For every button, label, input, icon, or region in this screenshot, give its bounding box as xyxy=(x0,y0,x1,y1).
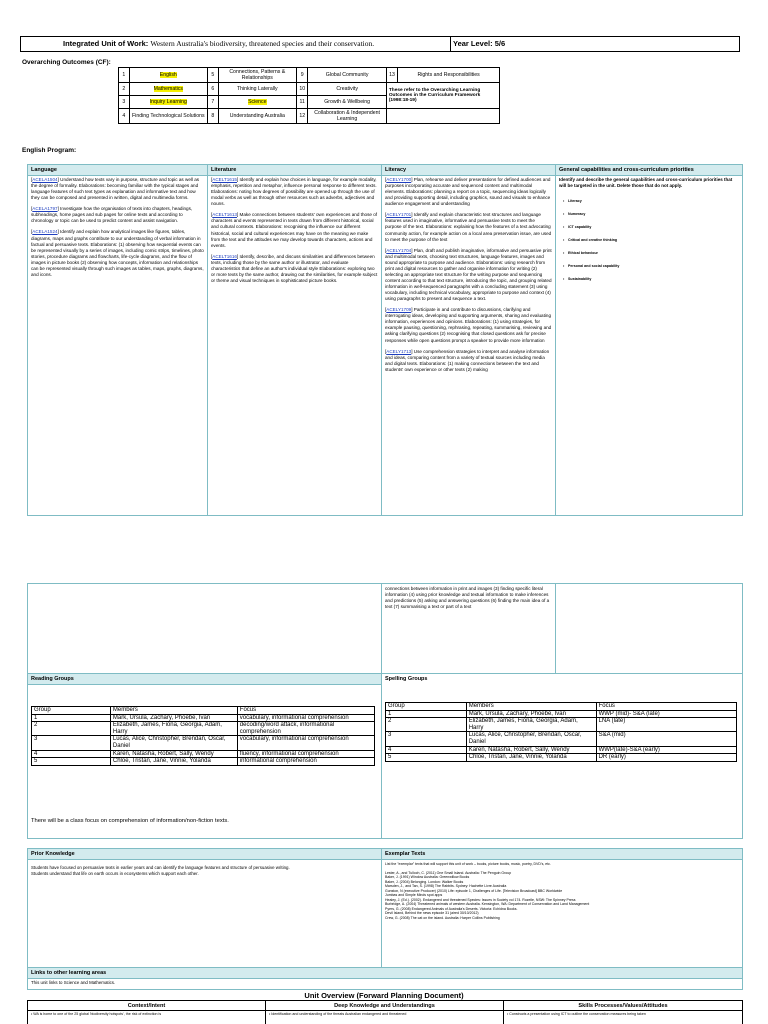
outcome-num: 8 xyxy=(208,109,219,124)
exemplar-item: Gunston, N (executive Producer) (2010) Life: episode 1, Challenges of Life. [Television Broadcast] BBC Worldwide xyxy=(385,888,563,893)
capability-item: • Ethical behaviour xyxy=(556,251,742,255)
outcome-name: Finding Technological Solutions xyxy=(129,109,207,124)
table-row xyxy=(386,732,737,746)
language-entry: [ACELA1797] Investigate how the organisation of texts into chapters, headings, subheadings, home pages and sub pages for online texts and according to chronology or topic can be used to predict content and assist navigation. xyxy=(31,206,193,224)
table-row xyxy=(386,746,737,754)
exemplar-intro: List the "exemplar" texts that will support this unit of work – books, picture books, music, poetry, DVD's, etc. xyxy=(385,862,551,866)
table-header-cell: Members xyxy=(110,707,237,715)
exemplar-item: Lester, A., and Tulloch, C. (2011) One Small Island. Australia: The Penguin Group xyxy=(385,870,512,875)
capability-item: • Personal and social capability xyxy=(556,264,742,268)
column-divider xyxy=(381,674,382,839)
table-cell: informational comprehension xyxy=(237,758,374,766)
language-header: Language xyxy=(31,167,57,173)
table-row xyxy=(386,710,737,718)
table-cell: LNA (late) xyxy=(596,718,736,732)
capability-item: • Critical and creative thinking xyxy=(556,238,742,242)
outcome-name: Mathematics xyxy=(153,86,183,92)
literacy-continued: connections between information in print and images (3) finding specific literal information (4) using prior knowledge and textual information to make inferences and predictions (5) asking and answering questions (6) finding the main idea of a text (7) summarising a text or part of a text xyxy=(382,584,556,674)
literacy-text: Participate in and contribute to discussions, clarifying and interrogating ideas, developing and supporting arguments, sharing and evaluating information, experiences and opinions. Elaborations: (1) using strategies, for example pausing, questioning, rephrasing, repeating, summarising, reviewing and asking clarifying questions (2) recognising that closed questions ask for precise responses while open questions prompt a speaker to provide more information xyxy=(385,307,552,343)
outcome-num: 1 xyxy=(119,68,130,83)
table-cell: Mark, Ursula, Zachary, Phoebe, Ivan xyxy=(466,710,596,718)
curriculum-code-link[interactable]: ACELY1709 xyxy=(386,307,412,313)
table-cell: S&A (mid) xyxy=(596,732,736,746)
table-header-cell: Group xyxy=(32,707,111,715)
curriculum-code-link[interactable]: ACELA1504 xyxy=(32,177,58,182)
table-cell: Elizabeth, James, Fiona, Georgia, Adam, Harry xyxy=(110,722,237,736)
table-cell: vocabulary, informational comprehension xyxy=(237,714,374,722)
literacy-entry: [ACELY1709] Participate in and contribute to discussions, clarifying and interrogating ideas, developing and supporting arguments, sharing and evaluating information, experiences and opinions. Elaborations: (1) using strategies, for example pausing, questioning, rephrasing, repeating, summarising, reviewing and asking clarifying questions (2) recognising that closed questions ask for precise responses while open questions prompt a speaker to provide more information xyxy=(385,307,552,343)
outcome-name: Understanding Australia xyxy=(218,109,296,124)
capabilities-header: General capabilities and cross-curriculum priorities xyxy=(559,167,694,173)
table-cell: fluency, informational comprehension xyxy=(237,750,374,758)
prior-knowledge-line: Students have focused on persuasive texts in earlier years and can identify the language features and structure of persuasive writing. xyxy=(31,865,290,870)
table-cell: 1 xyxy=(386,710,467,718)
overview-header: Deep Knowledge and Understandings xyxy=(266,1001,504,1011)
exemplar-texts-list xyxy=(385,862,737,921)
exemplar-item: Pyers, G. (2008) Endangered Animals of Australia's Deserts. Victoria: Echidna Books. xyxy=(385,906,518,911)
table-cell: Karen, Natasha, Robert, Sally, Wendy xyxy=(466,746,596,754)
prior-knowledge-line: Students understand that life on earth occurs in ecosystems which support each other. xyxy=(31,870,199,876)
outcome-num: 10 xyxy=(297,83,308,96)
overview-cell: • Constructs a presentation using ICT to outline the conservation measures being taken xyxy=(504,1011,743,1024)
outcome-num: 13 xyxy=(386,68,397,83)
outcome-name: Creativity xyxy=(308,83,386,96)
capabilities-list xyxy=(556,199,742,281)
table-cell: 2 xyxy=(32,722,111,736)
reading-groups-table xyxy=(31,706,375,766)
prior-knowledge-label: Prior Knowledge xyxy=(31,851,75,857)
outcome-num: 11 xyxy=(297,96,308,109)
table-header-cell: Focus xyxy=(596,703,736,711)
table-header-row xyxy=(32,707,375,715)
literature-text: Identify and explain how choices in language, for example modality, emphasis, repetition and metaphor, influence personal response to different texts. Elaborations: noting how degrees of possibility are opened up through the use of modal verbs as well as through other resources such as adverbs, adjectives and nouns. xyxy=(211,177,377,207)
table-row xyxy=(32,736,375,750)
spelling-groups-table xyxy=(385,702,737,762)
language-text: Identify and explain how analytical images like figures, tables, diagrams, maps and graphs contribute to our understanding of verbal information in factual and persuasive texts. Elaborations: (1) observing how sequential events can be represented visually by a series of images, including comic strips, timelines, photo stories, procedure diagrams and flowcharts, life-cycle diagrams, and the flow of images in picture books (2) observing how concepts, information and relationships can be represented visually through such images as tables, maps, graphs, diagrams, and icons. xyxy=(31,229,204,277)
language-cell xyxy=(28,175,207,285)
table-cell: Karen, Natasha, Robert, Sally, Wendy xyxy=(110,750,237,758)
table-row xyxy=(386,754,737,762)
literacy-header: Literacy xyxy=(385,167,407,173)
outcomes-note: These refer to the Overarching Learning Outcomes in the Curriculum Framework (1998:18-19) xyxy=(386,83,499,109)
unit-title xyxy=(21,37,451,51)
continuation-table xyxy=(27,583,743,839)
links-label: Links to other learning areas xyxy=(28,967,742,979)
language-column xyxy=(28,165,208,515)
table-header-cell: Group xyxy=(386,703,467,711)
capability-item: • Literacy xyxy=(556,199,742,203)
table-cell: 1 xyxy=(32,714,111,722)
literacy-text: Identify and explain characteristic text structures and language features used in imaginative, informative and persuasive texts to meet the purpose of the text. Elaborations: explaining how the features of a text advocating community action, for example action on a local area preservation issue, are used to meet the purpose of the text xyxy=(385,212,552,242)
literature-header: Literature xyxy=(211,167,237,173)
capability-item: • Sustainability xyxy=(556,277,742,281)
capability-item: • Numeracy xyxy=(556,212,742,216)
table-cell: vocabulary, informational comprehension xyxy=(237,736,374,750)
capabilities-column xyxy=(556,165,742,515)
table-row xyxy=(32,722,375,736)
table-row xyxy=(32,750,375,758)
table-row xyxy=(386,718,737,732)
column-divider xyxy=(381,849,382,967)
table-cell: 5 xyxy=(386,754,467,762)
outcome-num: 7 xyxy=(208,96,219,109)
literature-column xyxy=(208,165,382,515)
language-entry: [ACELA1524] Identify and explain how analytical images like figures, tables, diagrams, maps and graphs contribute to our understanding of verbal information in factual and persuasive texts. Elaborations: (1) observing how sequential events can be represented visually by a series of images, including comic strips, timelines, photo stories, procedure diagrams and flowcharts, life-cycle diagrams, and the flow of images in picture books (2) observing how concepts, information and relationships can be represented visually through such images as tables, maps, graphs, diagrams, and icons. xyxy=(31,229,204,277)
curriculum-code-link[interactable]: ACELY1700 xyxy=(386,177,412,182)
unit-overview-title: Unit Overview (Forward Planning Document) xyxy=(304,991,464,1000)
table-cell: Chloe, Tristan, Jane, Vinnie, Yolanda xyxy=(466,754,596,762)
table-cell: Mark, Ursula, Zachary, Phoebe, Ivan xyxy=(110,714,237,722)
exemplar-item: Devil Island, Behind the news episode 31 (aired 30/10/2012) xyxy=(385,911,479,916)
table-cell: 4 xyxy=(32,750,111,758)
table-cell: DR (early) xyxy=(596,754,736,762)
literacy-entry: [ACELY1700] Plan, rehearse and deliver presentations for defined audiences and purposes incorporating accurate and sequenced content and multimodal elements. Elaborations: planning a report on a topic, sequencing ideas logically and providing supporting detail, including graphics, sound and visuals to enhance audience engagement and understanding xyxy=(385,177,551,207)
unit-title-label: Integrated Unit of Work: xyxy=(63,39,149,48)
reading-groups-note: There will be a class focus on comprehension of information/non-fiction texts. xyxy=(31,818,229,824)
table-cell: Lucas, Alice, Christopher, Brendan, Oscar, Daniel xyxy=(110,736,237,750)
capabilities-intro: Identify and describe the general capabilities and cross-curriculum priorities that will be targeted in the unit. Delete those that do not apply. xyxy=(559,177,733,188)
literature-cell xyxy=(208,175,381,291)
curriculum-code-link[interactable]: ACELY1704 xyxy=(386,247,412,253)
literature-entry: [ACELT1615] Identify and explain how choices in language, for example modality, emphasis, repetition and metaphor, influence personal response to different texts. Elaborations: noting how degrees of possibility are opened up through the use of modal verbs as well as through other resources such as adverbs, adjectives and nouns. xyxy=(211,177,377,207)
unit-title-box xyxy=(20,36,740,52)
curriculum-code-link[interactable]: ACELT1616 xyxy=(212,253,237,259)
table-cell: Lucas, Alice, Christopher, Brendan, Oscar, Daniel xyxy=(466,732,596,746)
outcome-num: 9 xyxy=(297,68,308,83)
table-row xyxy=(32,714,375,722)
unit-overview-table xyxy=(27,1000,743,1024)
table-header-cell: Focus xyxy=(237,707,374,715)
language-entry: [ACELA1504] Understand how texts vary in purpose, structure and topic as well as the degree of formality. Elaborations: becoming familiar with the typical stages and language features of such text types as explanation and informative text and how they can be composed and presented in written, digital and multimedia forms. xyxy=(31,177,200,201)
table-header-cell: Members xyxy=(466,703,596,711)
literacy-text: Plan, rehearse and deliver presentations for defined audiences and purposes incorporating accurate and sequenced content and multimodal elements. Elaborations: planning a report on a topic, sequencing ideas logically and providing supporting detail, including graphics, sound and visuals to enhance audience engagement and understanding xyxy=(385,177,551,207)
outcome-name: Rights and Responsibilities xyxy=(398,68,500,83)
literacy-entry: [ACELY1713] Use comprehension strategies to interpret and analyse information and ideas, comparing content from a variety of textual sources including media and digital texts. Elaborations: (1) making connections between the text and students' own experience or other texts (2) making xyxy=(385,348,550,372)
literature-text: Identify, describe, and discuss similarities and differences between texts, including those by the same author or illustrator, and evaluate characteristics that define an author's individual style Elaborations: exploring two or more texts by the same author, drawing out the similarities, for example subject or theme and visual techniques in sophisticated picture books. xyxy=(211,253,378,283)
outcome-num: 6 xyxy=(208,83,219,96)
outcome-name: English xyxy=(159,72,177,78)
curriculum-code-link[interactable]: ACELY1713 xyxy=(386,348,412,354)
table-row xyxy=(32,758,375,766)
table-header-row xyxy=(386,703,737,711)
table-cell: 4 xyxy=(386,746,467,754)
spelling-groups-label: Spelling Groups xyxy=(385,676,428,682)
prior-knowledge-text xyxy=(31,865,371,877)
exemplar-item: Marsden, J., and Tan, S. (1998) The Rabbits. Sydney: Hachette Livre Australia xyxy=(385,884,507,889)
language-text: Understand how texts vary in purpose, structure and topic as well as the degree of formality. Elaborations: becoming familiar with the typical stages and language features of such text types as explanation and informative text and how they can be composed and presented in written, digital and multimedia forms. xyxy=(31,177,200,201)
literature-text: Make connections between students' own experiences and those of characters and events represented in texts drawn from different historical, social and cultural contexts. Elaborations: recognising the influence our different historical, social and cultural experiences may have on the meaning we make from the text and the attitudes we may develop towards characters, actions and events. xyxy=(211,212,378,248)
outcome-name: Science xyxy=(248,99,267,105)
table-cell: Chloe, Tristan, Jane, Vinnie, Yolanda xyxy=(110,758,237,766)
curriculum-code-link[interactable]: ACELA1797 xyxy=(32,206,58,212)
outcome-name: Collaboration & Independent Learning xyxy=(308,109,386,124)
capability-item: • ICT capability xyxy=(556,225,742,229)
literature-entry: [ACELT1613] Make connections between students' own experiences and those of characters and events represented in texts drawn from different historical, social and cultural contexts. Elaborations: recognising the influence our different historical, social and cultural experiences may have on the meaning we make from the text and the attitudes we may develop towards characters, actions and events. xyxy=(211,212,378,248)
overview-header: Context/Intent xyxy=(28,1001,266,1011)
outcomes-empty-cell xyxy=(386,109,499,124)
outcomes-label: Overarching Outcomes (CF): xyxy=(22,59,111,66)
capabilities-empty-cell xyxy=(556,584,742,674)
table-cell: 3 xyxy=(32,736,111,750)
table-cell: decoding/word attack, informational comprehension xyxy=(237,722,374,736)
exemplar-item: Jumbas and Simple Minds spot apps xyxy=(385,893,443,898)
exemplar-item: Burbridge, A. (2004) Threatened animals of western Australia. Kensington, WA: Department of Conservation and Land Management xyxy=(385,902,590,907)
table-cell: WWP(late)-S&A (early) xyxy=(596,746,736,754)
language-text: Investigate how the organisation of texts into chapters, headings, subheadings, home pages and sub pages for online texts and according to chronology or topic can be used to predict content and assist navigation. xyxy=(31,206,193,224)
prior-knowledge-table xyxy=(27,848,743,990)
curriculum-code-link[interactable]: ACELT1615 xyxy=(212,177,237,182)
english-program-table xyxy=(27,164,743,516)
outcome-name: Growth & Wellbeing xyxy=(308,96,386,109)
table-cell: WWP (mid)- S&A (late) xyxy=(596,710,736,718)
table-cell: 5 xyxy=(32,758,111,766)
continuation-empty-cell xyxy=(28,584,382,674)
outcome-name: Connections, Patterns & Relationships xyxy=(218,68,296,83)
outcome-num: 3 xyxy=(119,96,130,109)
curriculum-code-link[interactable]: ACELA1524 xyxy=(32,229,58,235)
literature-entry: [ACELT1616] Identify, describe, and discuss similarities and differences between texts, including those by the same author or illustrator, and evaluate characteristics that define an author's individual style Elaborations: exploring two or more texts by the same author, drawing out the similarities, for example subject or theme and visual techniques in sophisticated picture books. xyxy=(211,253,378,283)
curriculum-code-link[interactable]: ACELT1613 xyxy=(212,212,237,218)
literacy-column xyxy=(382,165,556,515)
exemplar-texts-label: Exemplar Texts xyxy=(385,851,426,857)
literacy-cell xyxy=(382,175,555,380)
links-text: This unit links to Science and Mathematics. xyxy=(31,980,116,985)
reading-groups-label: Reading Groups xyxy=(28,674,382,685)
outcome-num: 2 xyxy=(119,83,130,96)
year-level: Year Level: 5/6 xyxy=(453,39,506,48)
outcome-num: 5 xyxy=(208,68,219,83)
exemplar-item: Baker, J. (1991) Window Australia: Greenwillow Books xyxy=(385,875,470,880)
unit-title-value: Western Australia's biodiversity, threatened species and their conservation. xyxy=(150,39,375,48)
table-cell: Elizabeth, James, Fiona, Georgia, Adam, Harry xyxy=(466,718,596,732)
outcome-name: Inquiry Learning xyxy=(149,99,187,105)
outcome-num: 12 xyxy=(297,109,308,124)
table-cell: 2 xyxy=(386,718,467,732)
outcome-name: Thinking Laterally xyxy=(218,83,296,96)
exemplar-item: Healey, J. (Ed.). (2002). Endangered and threatened Species: Issues in Society vol 174. Rozelle, NSW: The Spinney Press xyxy=(385,897,576,902)
outcome-num: 4 xyxy=(119,109,130,124)
literacy-entry: [ACELY1701] Identify and explain characteristic text structures and language features used in imaginative, informative and persuasive texts to meet the purpose of the text. Elaborations: explaining how the features of a text advocating community action, for example action on a local area preservation issue, are used to meet the purpose of the text xyxy=(385,212,552,242)
literacy-text: Use comprehension strategies to interpret and analyse information and ideas, comparing content from a variety of textual sources including media and digital texts. Elaborations: (1) making connections between the text and students' own experience or other texts (2) making xyxy=(385,348,550,372)
curriculum-code-link[interactable]: ACELY1701 xyxy=(386,212,412,218)
overview-cell: • Identification and understanding of the threats Australian endangered and threatened xyxy=(266,1011,504,1024)
literacy-text: Plan, draft and publish imaginative, informative and persuasive print and multimodal texts, choosing text structures, language features, images and sound appropriate to purpose and audience. Elaborations: using research from print and digital resources to gather and organise information for writing (2) selecting an appropriate text structure for the writing purpose and sequencing content according to that text structure, introducing the topic, and grouping related information in well-sequenced paragraphs with a concluding statement (3) using vocabulary, including technical vocabulary, appropriate to purpose and context (4) using paragraphs to present and sequence a text. xyxy=(385,247,552,302)
outcomes-table xyxy=(118,67,500,124)
overview-cell: • WA is home to one of the 25 global 'biodiversity hotspots', the risk of extinction is xyxy=(28,1011,266,1024)
overview-header: Skills Processes/Values/Attitudes xyxy=(504,1001,743,1011)
literacy-entry: [ACELY1704] Plan, draft and publish imaginative, informative and persuasive print and multimodal texts, choosing text structures, language features, images and sound appropriate to purpose and audience. Elaborations: using research from print and digital resources to gather and organise information for writing (2) selecting an appropriate text structure for the writing purpose and sequencing content according to that text structure, introducing the topic, and grouping related information in well-sequenced paragraphs with a concluding statement (3) using vocabulary, including technical vocabulary, appropriate to purpose and context (4) using paragraphs to present and sequence a text. xyxy=(385,247,552,302)
english-program-label: English Program: xyxy=(22,147,77,154)
exemplar-item: Crew, G. (2008) The cat on the island. Australia: Harper Collins Publishing xyxy=(385,916,500,921)
exemplar-item: Baker, J. (2004) Belonging. London: Walker Books xyxy=(385,879,464,884)
outcome-name: Global Community xyxy=(308,68,386,83)
table-cell: 3 xyxy=(386,732,467,746)
